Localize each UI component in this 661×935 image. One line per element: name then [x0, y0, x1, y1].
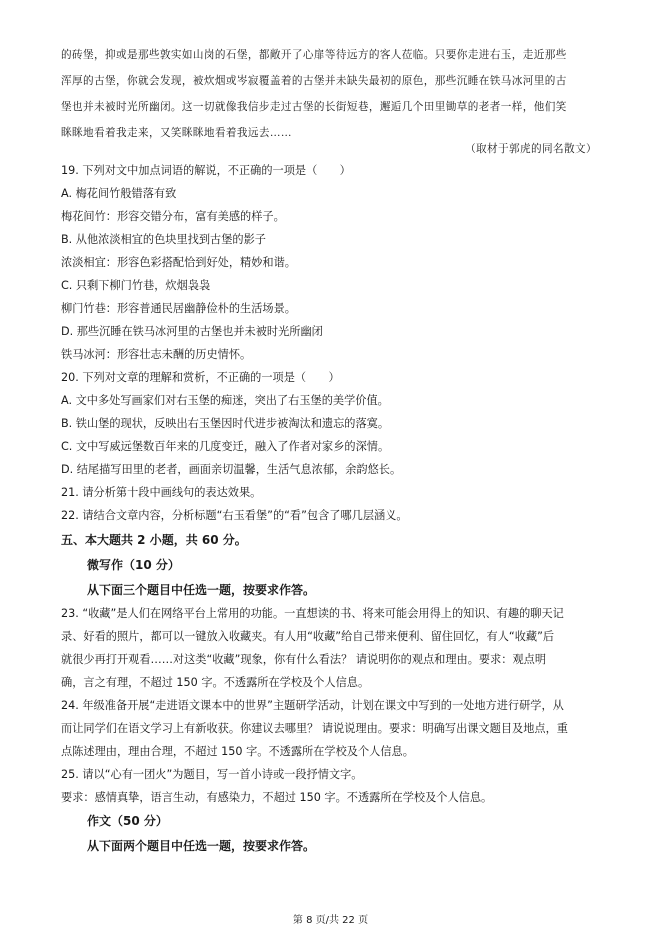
passage-line: 的砖堡，抑或是那些敦实如山岗的石堡，都敞开了心扉等待远方的客人莅临。只要你走进右玉，走近那些 — [61, 49, 567, 61]
micro-writing-title: 微写作（10 分） — [87, 558, 180, 572]
passage-line: 眯眯地看着我走来，又笑眯眯地看着我远去…… — [61, 127, 292, 139]
question-19-option-c-note: 柳门竹巷：形容普通民居幽静俭朴的生活场景。 — [61, 302, 296, 315]
page-number: 第 8 页/共 22 页 — [292, 915, 369, 926]
question-20-option-b: B. 铁山堡的现状，反映出右玉堡因时代进步被淘汰和遗忘的落寞。 — [61, 417, 390, 430]
question-19-option-d-note: 铁马冰河：形容壮志未酬的历史情怀。 — [61, 348, 252, 361]
section-5-heading: 五、本大题共 2 小题，共 60 分。 — [61, 533, 247, 547]
question-19-stem: 19. 下列对文中加点词语的解说，不正确的一项是（ ） — [61, 164, 351, 177]
question-22: 22. 请结合文章内容，分析标题“右玉看堡”的“看”包含了哪几层涵义。 — [61, 509, 408, 522]
question-20-stem: 20. 下列对文章的理解和赏析，不正确的一项是（ ） — [61, 371, 340, 384]
question-19-option-c: C. 只剩下柳门竹巷，炊烟袅袅 — [61, 279, 211, 292]
micro-writing-instruction: 从下面三个题目中任选一题，按要求作答。 — [87, 583, 316, 597]
question-25-requirements: 要求：感情真挚，语言生动，有感染力，不超过 150 字。不透露所在学校及个人信息。 — [61, 791, 493, 804]
question-24-line: 24. 年级准备开展“走进语文课本中的世界”主题研学活动，计划在课文中写到的一处地方进行研学，从 — [61, 699, 564, 712]
question-20-option-c: C. 文中写威远堡数百年来的几度变迁，融入了作者对家乡的深情。 — [61, 440, 390, 453]
question-19-option-d: D. 那些沉睡在铁马冰河里的古堡也并未被时光所幽闭 — [61, 325, 323, 338]
question-20-option-d: D. 结尾描写田里的老者，画面亲切温馨，生活气息浓郁，余韵悠长。 — [61, 463, 402, 476]
passage-line: 浑厚的古堡，你就会发现，被炊烟或岑寂覆盖着的古堡并未缺失最初的原色，那些沉睡在铁马冰河里的古 — [61, 75, 567, 87]
question-25-line: 25. 请以“心有一团火”为题目，写一首小诗或一段抒情文字。 — [61, 768, 363, 781]
question-19-option-b: B. 从他浓淡相宜的色块里找到古堡的影子 — [61, 233, 266, 246]
question-19-option-a-note: 梅花间竹：形容交错分布，富有美感的样子。 — [61, 210, 285, 223]
question-23-line: 确，言之有理，不超过 150 字。不透露所在学校及个人信息。 — [61, 676, 370, 689]
question-24-line: 点陈述理由，理由合理，不超过 150 字。不透露所在学校及个人信息。 — [61, 745, 414, 758]
question-24-line: 而让同学们在语文学习上有新收获。你建议去哪里？ 请说说理由。要求：明确写出课文题目及地点，重 — [61, 722, 568, 735]
question-23-line: 录、好看的照片，都可以一键放入收藏夹。有人用“收藏”给自己带来便利、留住回忆，有人“收藏”后 — [61, 630, 555, 643]
passage-source: （取材于郭虎的同名散文） — [465, 143, 597, 155]
passage-line: 堡也并未被时光所幽闭。这一切就像我信步走过古堡的长街短巷，邂逅几个田里锄草的老者一样，他们笑 — [61, 101, 567, 113]
question-19-option-b-note: 浓淡相宜：形容色彩搭配恰到好处，精妙和谐。 — [61, 256, 296, 269]
question-23-line: 就很少再打开观看……对这类“收藏”现象，你有什么看法？ 请说明你的观点和理由。要求：观点明 — [61, 653, 547, 666]
question-21: 21. 请分析第十段中画线句的表达效果。 — [61, 486, 262, 499]
question-20-option-a: A. 文中多处写画家们对右玉堡的痴迷，突出了右玉堡的美学价值。 — [61, 394, 389, 407]
question-19-option-a: A. 梅花间竹般错落有致 — [61, 187, 177, 200]
essay-title: 作文（50 分） — [87, 814, 168, 828]
essay-instruction: 从下面两个题目中任选一题，按要求作答。 — [87, 839, 316, 853]
question-23-line: 23. “收藏”是人们在网络平台上常用的功能。一直想读的书、将来可能会用得上的知识、有趣的聊天记 — [61, 607, 564, 620]
